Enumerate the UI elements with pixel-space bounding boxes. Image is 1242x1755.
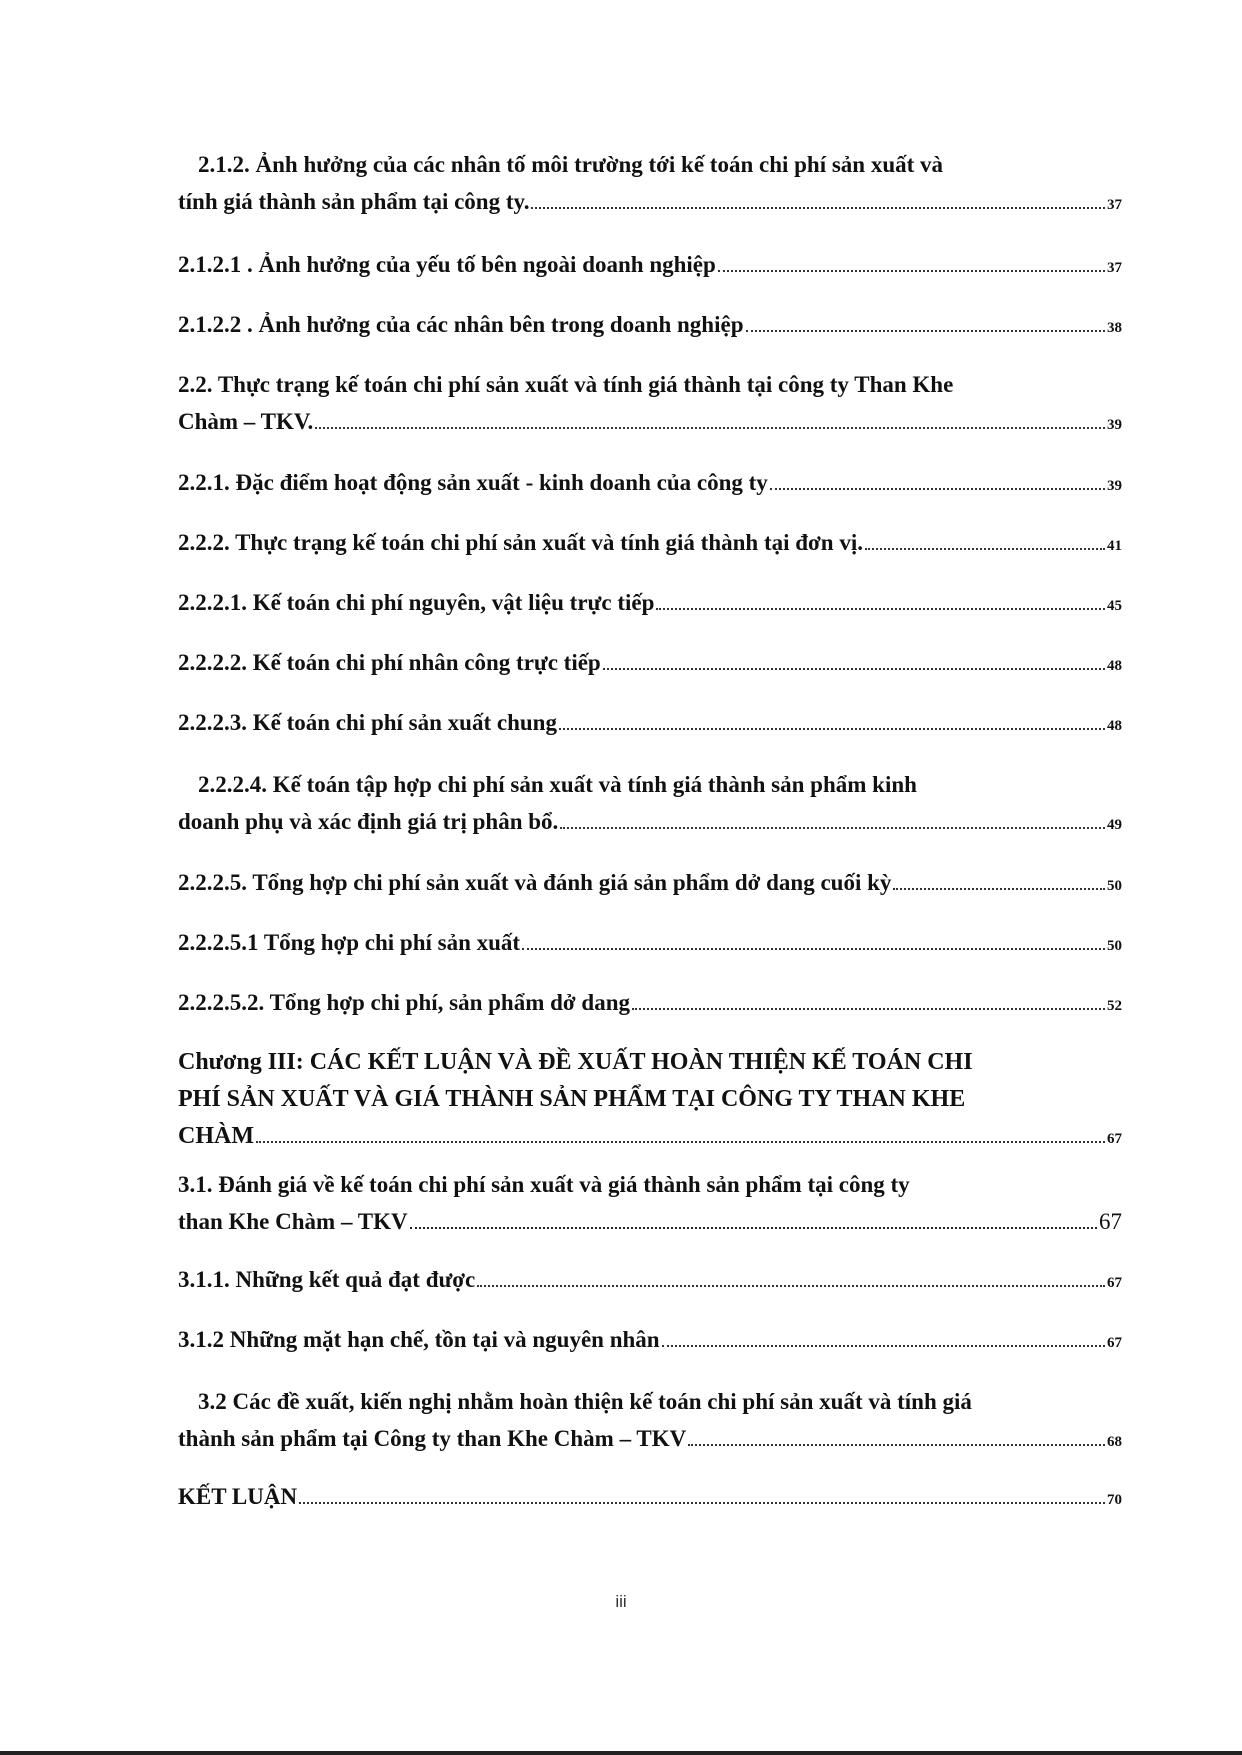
dot-leader <box>770 488 1105 490</box>
toc-entry-title: than Khe Chàm – TKV <box>178 1209 408 1234</box>
toc-entry-title: thành sản phẩm tại Công ty than Khe Chàm – TKV <box>178 1426 687 1451</box>
dot-leader <box>299 1502 1105 1504</box>
dot-leader <box>410 1227 1097 1229</box>
dot-leader <box>559 728 1105 730</box>
toc-entry-title: Chàm – TKV. <box>178 409 314 434</box>
dot-leader <box>531 207 1105 209</box>
toc-entry[interactable] <box>178 644 1122 681</box>
toc-page-number: 45 <box>1107 598 1122 614</box>
toc-page-number: 52 <box>1107 998 1122 1014</box>
toc-page-number: 37 <box>1107 260 1122 276</box>
toc-page-number: 67 <box>1099 1209 1122 1234</box>
toc-entry-title: tính giá thành sản phẩm tại công ty. <box>178 189 530 214</box>
toc-page-number: 67 <box>1107 1275 1122 1291</box>
toc-entry-title: 2.2.2. Thực trạng kế toán chi phí sản xuất và tính giá thành tại đơn vị. <box>178 530 863 555</box>
toc-entry-title: 2.2.1. Đặc điểm hoạt động sản xuất - kinh doanh của công ty <box>178 470 768 495</box>
toc-entry[interactable] <box>178 464 1122 501</box>
toc-entry-title: Chương III: CÁC KẾT LUẬN VÀ ĐỀ XUẤT HOÀN THIỆN KẾ TOÁN CHI <box>178 1049 973 1075</box>
toc-entry-title: CHÀM <box>178 1123 254 1149</box>
dot-leader <box>688 1444 1105 1446</box>
toc-entry[interactable] <box>178 1383 1122 1457</box>
dot-leader <box>746 330 1106 332</box>
toc-entry-title: 3.1.2 Những mặt hạn chế, tồn tại và nguyên nhân <box>178 1327 660 1352</box>
toc-entry-title: 2.2.2.3. Kế toán chi phí sản xuất chung <box>178 710 557 735</box>
toc-entry[interactable] <box>178 766 1122 840</box>
toc-page-number: 67 <box>1107 1335 1122 1351</box>
toc-page-number: 48 <box>1107 718 1122 734</box>
dot-leader <box>603 668 1105 670</box>
toc-page-number: 38 <box>1107 320 1122 336</box>
toc-page-number: 37 <box>1107 197 1122 213</box>
dot-leader <box>893 888 1105 890</box>
toc-entry[interactable] <box>178 704 1122 741</box>
toc-entry[interactable] <box>178 924 1122 961</box>
toc-entry-title: 2.2.2.5. Tổng hợp chi phí sản xuất và đánh giá sản phẩm dở dang cuối kỳ <box>178 870 892 895</box>
toc-entry-title: 2.1.2.2 . Ảnh hưởng của các nhân bên trong doanh nghiệp <box>178 312 744 337</box>
dot-leader <box>256 1141 1105 1143</box>
toc-entry[interactable] <box>178 1478 1122 1515</box>
toc-entry[interactable] <box>178 246 1122 283</box>
toc-entry-title: 2.2. Thực trạng kế toán chi phí sản xuất và tính giá thành tại công ty Than Khe <box>178 372 954 397</box>
toc-entry[interactable] <box>178 366 1122 440</box>
toc-entry-title: 2.2.2.5.2. Tổng hợp chi phí, sản phẩm dở dang <box>178 990 630 1015</box>
dot-leader <box>560 827 1105 829</box>
toc-entry-title: PHÍ SẢN XUẤT VÀ GIÁ THÀNH SẢN PHẨM TẠI CÔNG TY THAN KHE <box>178 1086 966 1112</box>
toc-page-number: 48 <box>1107 658 1122 674</box>
toc-page-number: 50 <box>1107 878 1122 894</box>
toc-entry[interactable] <box>178 146 1122 220</box>
toc-entry[interactable] <box>178 1321 1122 1358</box>
dot-leader <box>662 1345 1105 1347</box>
toc-entry-title: KẾT LUẬN <box>178 1484 298 1509</box>
toc-entry[interactable] <box>178 1261 1122 1298</box>
toc-page-number: 49 <box>1107 817 1122 833</box>
page-number: iii <box>615 1592 627 1611</box>
toc-entry-title: doanh phụ và xác định giá trị phân bổ. <box>178 809 559 834</box>
toc-page-number: 50 <box>1107 938 1122 954</box>
toc-entry[interactable] <box>178 584 1122 621</box>
toc-page-number: 39 <box>1107 417 1122 433</box>
toc-page-number: 70 <box>1107 1492 1122 1508</box>
toc-page-number: 67 <box>1107 1131 1122 1147</box>
dot-leader <box>315 427 1105 429</box>
toc-entry[interactable] <box>178 1166 1122 1240</box>
dot-leader <box>522 948 1105 950</box>
toc-entry[interactable] <box>178 1044 1122 1155</box>
toc-entry[interactable] <box>178 864 1122 901</box>
toc-entry[interactable] <box>178 984 1122 1021</box>
toc-entry-title: 2.1.2. Ảnh hưởng của các nhân tố môi trường tới kế toán chi phí sản xuất và <box>198 152 944 177</box>
toc-entry-title: 2.2.2.2. Kế toán chi phí nhân công trực tiếp <box>178 650 601 675</box>
toc-entry-title: 2.1.2.1 . Ảnh hưởng của yếu tố bên ngoài doanh nghiệp <box>178 252 716 277</box>
toc-entry-title: 3.1. Đánh giá về kế toán chi phí sản xuất và giá thành sản phẩm tại công ty <box>178 1172 910 1197</box>
dot-leader <box>865 548 1105 550</box>
toc-entry-title: 2.2.2.1. Kế toán chi phí nguyên, vật liệu trực tiếp <box>178 590 655 615</box>
toc-page-number: 39 <box>1107 478 1122 494</box>
toc-page-number: 68 <box>1107 1434 1122 1450</box>
toc-entry-title: 3.1.1. Những kết quả đạt được <box>178 1267 476 1292</box>
dot-leader <box>477 1285 1105 1287</box>
toc-entry-title: 3.2 Các đề xuất, kiến nghị nhằm hoàn thiện kế toán chi phí sản xuất và tính giá <box>198 1389 972 1414</box>
toc-entry[interactable] <box>178 306 1122 343</box>
dot-leader <box>632 1008 1105 1010</box>
bottom-border <box>0 1751 1242 1755</box>
dot-leader <box>718 270 1105 272</box>
toc-entry[interactable] <box>178 524 1122 561</box>
toc-entry-title: 2.2.2.5.1 Tổng hợp chi phí sản xuất <box>178 930 521 955</box>
toc-entry-title: 2.2.2.4. Kế toán tập hợp chi phí sản xuất và tính giá thành sản phẩm kinh <box>198 772 917 797</box>
toc-page-number: 41 <box>1107 538 1122 554</box>
dot-leader <box>656 608 1105 610</box>
